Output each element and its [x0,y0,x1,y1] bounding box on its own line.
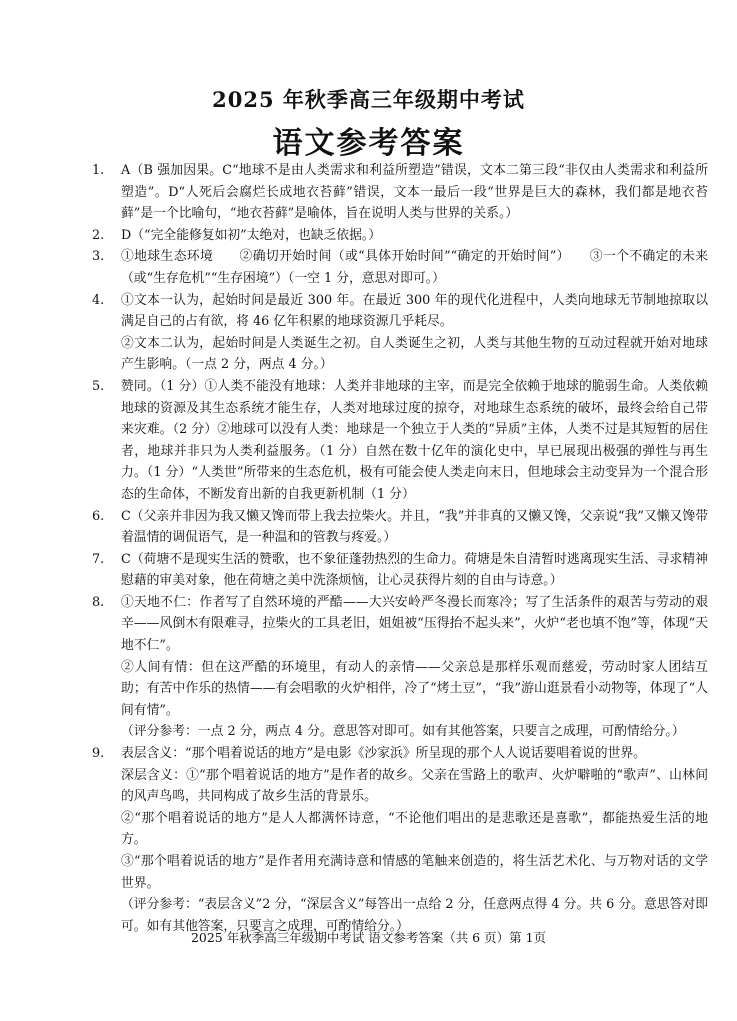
answer-item [92,592,708,743]
answer-paragraph: ①文本一认为，起始时间是最近 300 年。在最近 300 年的现代化进程中，人类向地球无节制地掠取以满足自己的占有欲，将 46 亿年积累的地球资源几乎耗尽。 [121,292,708,330]
answer-paragraph: （评分参考：“表层含义”2 分，“深层含义”每答出一点给 2 分，任意两点得 4 分。共 6 分。意思答对即可。如有其他答案，只要言之成理，可酌情给分。） [121,897,708,934]
answer-number: 2. [92,227,105,243]
answer-number: 7. [92,551,105,567]
answer-paragraph: C（父亲并非因为我又懒又馋而带上我去拉柴火。并且，“我”并非真的又懒又馋，父亲说“我”又懒又馋带着温情的调侃语气，是一种温和的管教与疼爱。） [121,508,708,546]
answer-item [92,290,708,376]
document-title: 语文参考答案 [272,126,465,161]
answer-number: 9. [92,746,105,762]
answer-number: 4. [92,292,105,308]
answer-number: 8. [92,594,105,610]
answer-item [92,376,708,506]
answer-number: 6. [92,508,105,524]
answer-paragraph: 表层含义：“那个唱着说话的地方”是电影《沙家浜》所呈现的那个人人说话要唱着说的世界。 [121,746,646,762]
answer-item [92,246,708,289]
answer-paragraph: （评分参考：一点 2 分，两点 4 分。意思答对即可。如有其他答案，只要言之成理，可酌情给分。） [121,724,685,740]
answer-paragraph: ①天地不仁：作者写了自然环境的严酷——大兴安岭严冬漫长而寒冷；写了生活条件的艰苦与劳动的艰辛——风倒木有限难寻，拉柴火的工具老旧，姐姐被“压得抬不起头来”，火炉“老也填不饱”等，体现“天地不仁”。 [121,594,708,654]
answer-item [92,160,708,225]
answer-paragraph: D（“完全能修复如初”太绝对，也缺乏依据。） [121,227,382,243]
answer-item [92,506,708,549]
exam-title: 2025 年秋季高三年级期中考试 [212,87,525,112]
answer-paragraph: ②文本二认为，起始时间是人类诞生之初。自人类诞生之初，人类与其他生物的互动过程就开始对地球产生影响。（一点 2 分，两点 4 分。） [121,335,708,373]
answer-paragraph: 赞同。（1 分）①人类不能没有地球：人类并非地球的主宰，而是完全依赖于地球的脆弱生命。人类依赖地球的资源及其生态系统才能生存，人类对地球过度的掠夺，对地球生态系统的破坏，最终会给自己带来灾难。（2 分）②地球可以没有人类：地球是一个独立于人类的“异质”主体，人类不过是其短暂的居住者，地球并非只为人类利益服务。（1 分）自然在数十亿年的演化史中，早已展现出极强的弹性与再生力。（1 分）“人类世”所带来的生态危机，极有可能会使人类走向末日，但地球会主动变异为一个混合形态的生命体，不断发育出新的自我更新机制（1 分） [121,378,708,502]
answer-paragraph: 深层含义：①“那个唱着说话的地方”是作者的故乡。父亲在雪路上的歌声、火炉噼啪的“歌声”、山林间的风声鸟鸣，共同构成了故乡生活的背景乐。 [121,767,708,805]
answer-paragraph: ②人间有情：但在这严酷的环境里，有动人的亲情——父亲总是那样乐观而慈爱，劳动时家人团结互助；有苦中作乐的热情——有会唱歌的火炉相伴，冷了“烤土豆”，“我”游山逛景看小动物等，体现了“人间有情”。 [121,659,708,718]
answer-item [92,225,708,247]
answer-number: 5. [92,378,105,394]
answer-paragraph: A（B 强加因果。C“地球不是由人类需求和利益所塑造”错误，文本二第三段“非仅由人类需求和利益所塑造”。D“人死后会腐烂长成地衣苔藓”错误，文本一最后一段“世界是巨大的森林，我们都是地衣苔藓”是一个比喻句，“地衣苔藓”是喻体，旨在说明人类与世界的关系。） [121,163,708,222]
answer-paragraph: ②“那个唱着说话的地方”是人人都满怀诗意，“不论他们唱出的是悲歌还是喜歌”，都能热爱生活的地方。 [121,810,708,848]
answer-number: 1. [92,163,105,178]
answer-paragraph: ③“那个唱着说话的地方”是作者用充满诗意和情感的笔触来创造的，将生活艺术化、与万物对话的文学世界。 [121,854,708,891]
answer-paragraph: C（荷塘不是现实生活的赞歌，也不象征蓬勃热烈的生命力。荷塘是朱自清暂时逃离现实生活、寻求精神慰藉的审美对象，他在荷塘之美中洗涤烦恼，让心灵获得片刻的自由与诗意。） [121,551,708,589]
answer-number: 3. [92,249,105,265]
answer-item [92,743,708,937]
answer-list [92,160,708,937]
answer-item [92,549,708,592]
page-footer: 2025 年秋季高三年级期中考试 语文参考答案（共 6 页）第 1页 [190,930,547,945]
answer-paragraph: ①地球生态环境 ②确切开始时间（或“具体开始时间”“确定的开始时间”） ③一个不确定的未来（或“生存危机”“生存困境”）（一空 1 分，意思对即可。） [121,249,708,286]
